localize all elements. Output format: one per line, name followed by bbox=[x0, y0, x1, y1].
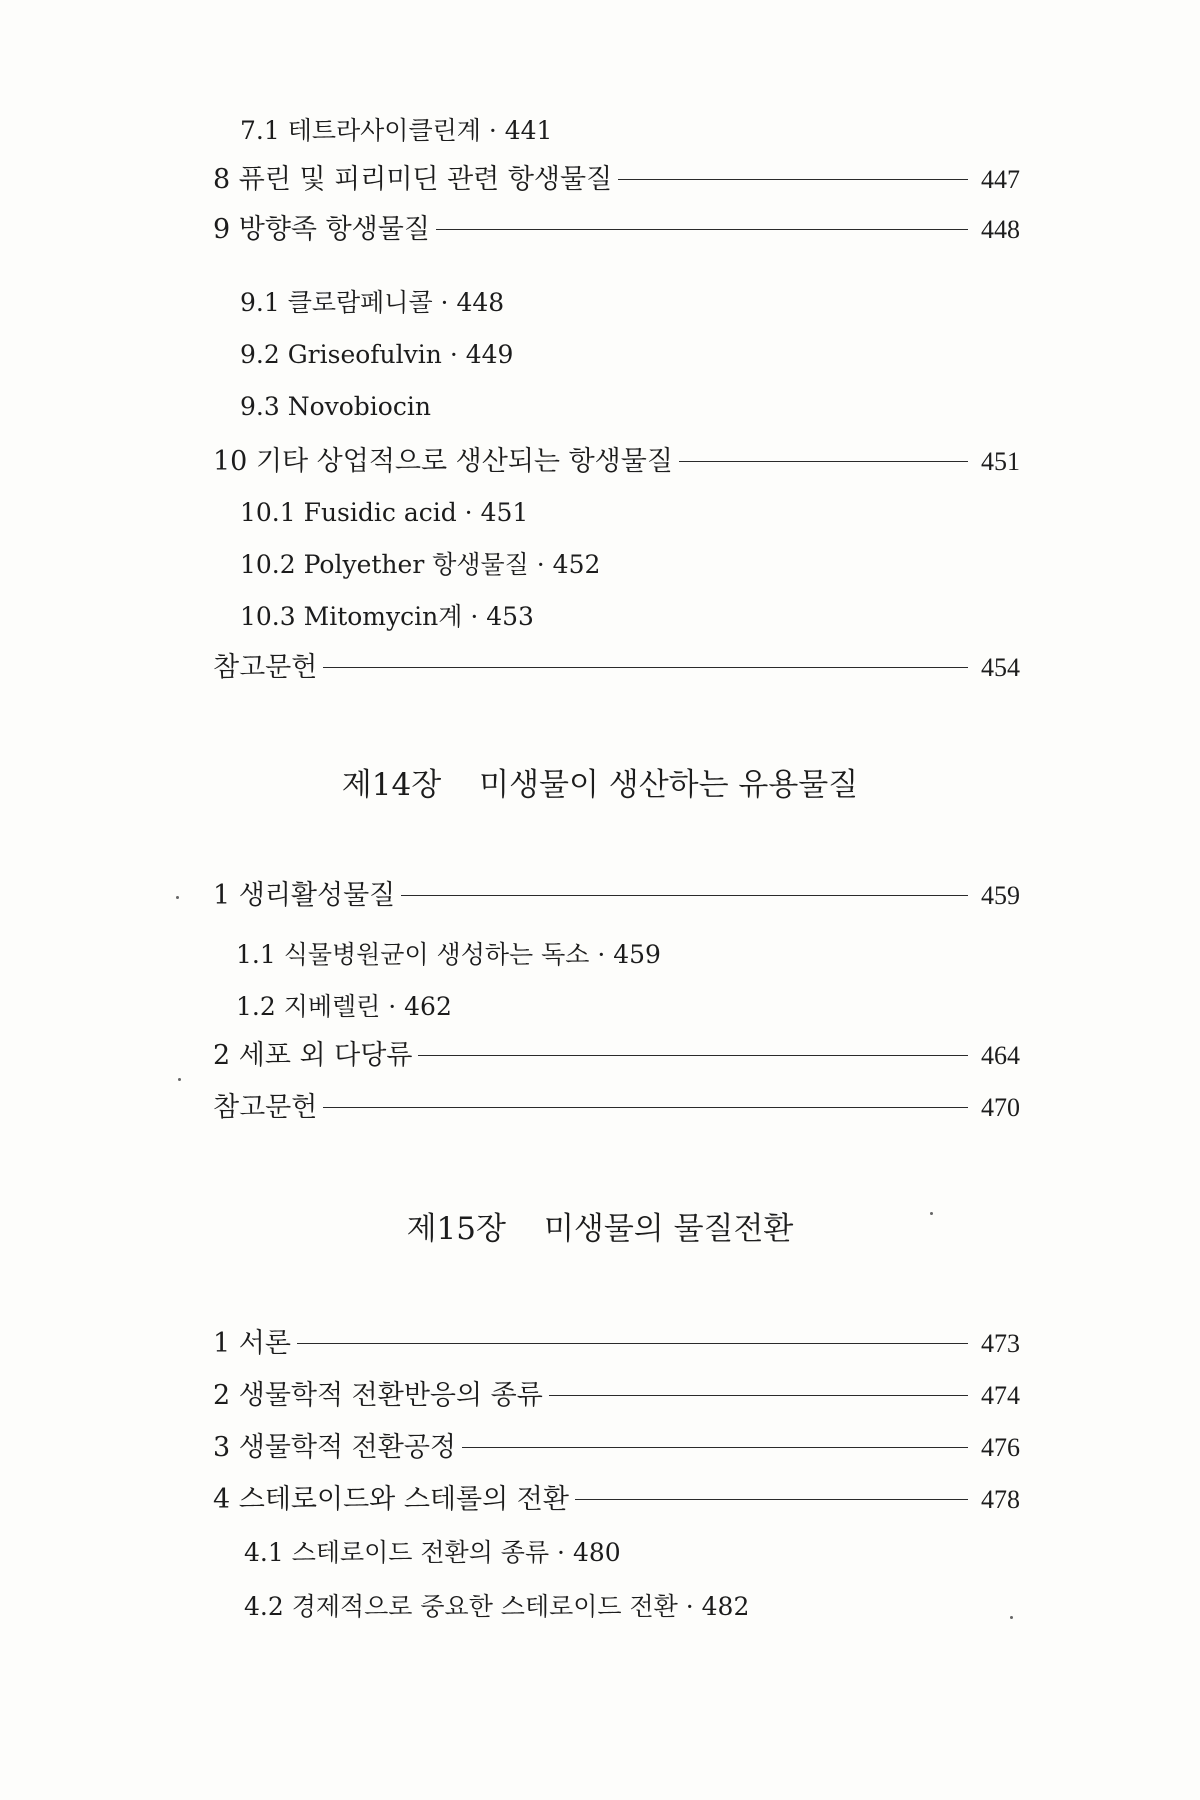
toc-entry bbox=[213, 1094, 1020, 1121]
toc-subentry: 9.1 클로람페니콜 · 448 bbox=[240, 288, 505, 317]
toc-entry-title: 참고문헌 bbox=[213, 1092, 318, 1123]
toc-entry-title: 2 생물학적 전환반응의 종류 bbox=[213, 1380, 543, 1411]
scan-speck bbox=[178, 1078, 181, 1081]
toc-page-number: 470 bbox=[981, 1092, 1020, 1122]
toc-entry-title: 4 스테로이드와 스테롤의 전환 bbox=[213, 1484, 569, 1515]
toc-entry bbox=[213, 1382, 1020, 1409]
chapter-number: 제14장 bbox=[341, 767, 442, 803]
toc-page-number: 451 bbox=[981, 446, 1020, 476]
toc-entry-title: 8 퓨린 및 피리미딘 관련 항생물질 bbox=[213, 164, 613, 195]
toc-entry-title: 3 생물학적 전환공정 bbox=[213, 1432, 456, 1463]
toc-page-number: 464 bbox=[981, 1040, 1020, 1070]
toc-entry bbox=[213, 882, 1020, 909]
toc-entry-title: 1 서론 bbox=[213, 1328, 291, 1359]
toc-subentry: 10.1 Fusidic acid · 451 bbox=[240, 498, 529, 527]
leader-line bbox=[549, 1395, 968, 1396]
toc-page-number: 476 bbox=[981, 1432, 1020, 1462]
toc-page-number: 459 bbox=[981, 880, 1020, 910]
chapter-heading bbox=[0, 1211, 1200, 1247]
toc-page-number: 473 bbox=[981, 1328, 1020, 1358]
scan-speck bbox=[1010, 1616, 1013, 1619]
toc-subentry: 1.2 지베렐린 · 462 bbox=[236, 992, 452, 1021]
toc-entry-title: 참고문헌 bbox=[213, 652, 318, 683]
toc-entry-title: 10 기타 상업적으로 생산되는 항생물질 bbox=[213, 446, 673, 477]
leader-line bbox=[418, 1055, 968, 1056]
toc-entry bbox=[213, 216, 1020, 243]
chapter-number: 제15장 bbox=[406, 1211, 506, 1247]
leader-line bbox=[436, 229, 968, 230]
toc-subentry: 9.3 Novobiocin bbox=[240, 392, 431, 421]
scan-speck bbox=[176, 896, 179, 899]
toc-subentry: 1.1 식물병원균이 생성하는 독소 · 459 bbox=[236, 940, 661, 969]
leader-line bbox=[297, 1343, 968, 1344]
toc-subentry: 10.3 Mitomycin계 · 453 bbox=[240, 602, 534, 631]
toc-entry-title: 9 방향족 항생물질 bbox=[213, 214, 430, 245]
leader-line bbox=[679, 461, 968, 462]
toc-entry bbox=[213, 1486, 1020, 1513]
leader-line bbox=[323, 667, 968, 668]
leader-line bbox=[618, 179, 968, 180]
toc-entry bbox=[213, 448, 1020, 475]
toc-page-number: 478 bbox=[981, 1484, 1020, 1514]
toc-subentry: 10.2 Polyether 항생물질 · 452 bbox=[240, 550, 601, 579]
toc-page-number: 474 bbox=[981, 1380, 1020, 1410]
toc-entry bbox=[213, 1434, 1020, 1461]
toc-entry bbox=[213, 166, 1020, 193]
toc-page-number: 447 bbox=[981, 164, 1020, 194]
toc-entry bbox=[213, 1042, 1020, 1069]
chapter-heading bbox=[0, 767, 1200, 803]
toc-subentry: 7.1 테트라사이클린계 · 441 bbox=[240, 116, 553, 145]
chapter-title: 미생물이 생산하는 유용물질 bbox=[479, 767, 859, 803]
chapter-title: 미생물의 물질전환 bbox=[543, 1211, 794, 1247]
leader-line bbox=[575, 1499, 968, 1500]
toc-entry bbox=[213, 1330, 1020, 1357]
toc-page-number: 448 bbox=[981, 214, 1020, 244]
leader-line bbox=[462, 1447, 968, 1448]
toc-subentry: 4.1 스테로이드 전환의 종류 · 480 bbox=[244, 1538, 621, 1567]
toc-entry bbox=[213, 654, 1020, 681]
leader-line bbox=[401, 895, 968, 896]
toc-entry-title: 1 생리활성물질 bbox=[213, 880, 396, 911]
scan-speck bbox=[930, 1212, 933, 1215]
toc-subentry: 9.2 Griseofulvin · 449 bbox=[240, 340, 514, 369]
toc-page-number: 454 bbox=[981, 652, 1020, 682]
toc-subentry: 4.2 경제적으로 중요한 스테로이드 전환 · 482 bbox=[244, 1592, 750, 1621]
leader-line bbox=[323, 1107, 968, 1108]
toc-entry-title: 2 세포 외 다당류 bbox=[213, 1040, 413, 1071]
